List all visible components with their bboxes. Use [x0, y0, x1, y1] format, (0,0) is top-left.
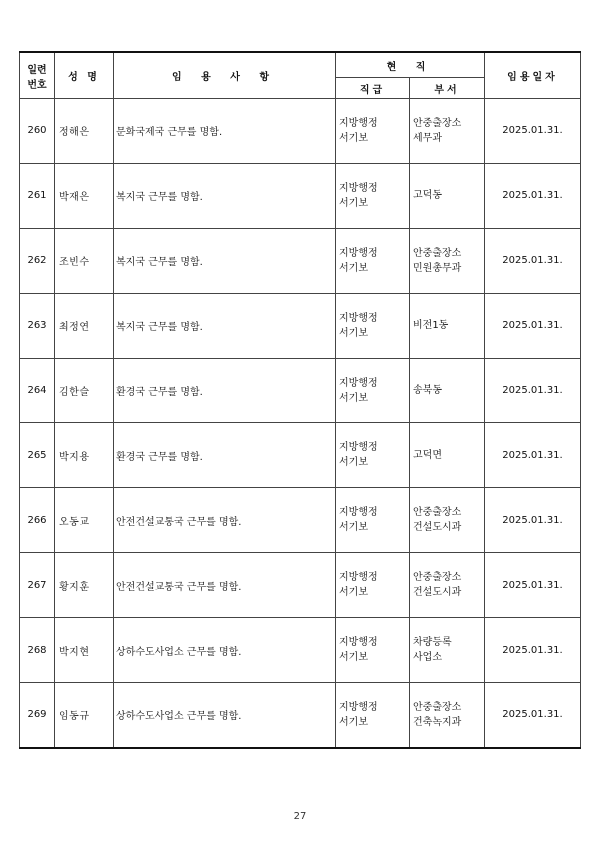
- employee-name-cell: 황지훈: [55, 553, 114, 618]
- grade-line: 서기보: [339, 587, 368, 599]
- appointment-date-cell: 2025.01.31.: [485, 358, 581, 423]
- department-line: 안중출장소: [413, 117, 462, 129]
- table-row: [20, 228, 581, 293]
- appointment-cell: 복지국 근무를 명함.: [114, 163, 336, 228]
- department-line: 비전1동: [413, 320, 449, 332]
- department-line: 고덕동: [413, 190, 442, 202]
- department-line: 세무과: [413, 132, 442, 144]
- department-cell: [410, 488, 485, 553]
- employee-name-cell: 박재은: [55, 163, 114, 228]
- department-line: 안중출장소: [413, 507, 462, 519]
- appointment-date-cell: 2025.01.31.: [485, 293, 581, 358]
- grade-cell: [336, 228, 410, 293]
- table-body: [20, 99, 581, 748]
- department-cell: [410, 423, 485, 488]
- appointment-cell: 상하수도사업소 근무를 명함.: [114, 683, 336, 748]
- department-line: 건축녹지과: [413, 716, 462, 728]
- department-cell: [410, 228, 485, 293]
- employee-name-cell: 박지현: [55, 618, 114, 683]
- grade-cell: [336, 553, 410, 618]
- department-line: 건설도시과: [413, 522, 462, 534]
- department-line: 차량등록: [413, 637, 452, 649]
- appointment-cell: 상하수도사업소 근무를 명함.: [114, 618, 336, 683]
- employee-name-cell: 최정연: [55, 293, 114, 358]
- grade-line: 지방행정: [339, 442, 378, 454]
- grade-line: 지방행정: [339, 507, 378, 519]
- header-serial-line2: 번호: [27, 79, 47, 91]
- header-grade: 직급: [336, 78, 410, 99]
- department-line: 안중출장소: [413, 701, 462, 713]
- grade-cell: [336, 488, 410, 553]
- table-row: [20, 358, 581, 423]
- table-row: [20, 99, 581, 164]
- table-row: [20, 488, 581, 553]
- appointment-date-cell: 2025.01.31.: [485, 488, 581, 553]
- grade-line: 지방행정: [339, 182, 378, 194]
- grade-line: 지방행정: [339, 117, 378, 129]
- table-row: [20, 618, 581, 683]
- header-appointment: 임 용 사 항: [114, 52, 336, 99]
- grade-line: 서기보: [339, 522, 368, 534]
- grade-line: 지방행정: [339, 701, 378, 713]
- appointment-table: [19, 51, 581, 749]
- appointment-date-cell: 2025.01.31.: [485, 553, 581, 618]
- table-row: [20, 553, 581, 618]
- department-line: 민원총무과: [413, 262, 462, 274]
- serial-number-cell: 263: [20, 293, 55, 358]
- serial-number-cell: 267: [20, 553, 55, 618]
- grade-line: 지방행정: [339, 572, 378, 584]
- appointment-date-cell: 2025.01.31.: [485, 228, 581, 293]
- grade-line: 서기보: [339, 132, 368, 144]
- employee-name-cell: 정해은: [55, 99, 114, 164]
- employee-name-cell: 박지용: [55, 423, 114, 488]
- appointment-cell: 안전건설교통국 근무를 명함.: [114, 488, 336, 553]
- employee-name-cell: 오동교: [55, 488, 114, 553]
- grade-line: 지방행정: [339, 637, 378, 649]
- header-date: 임용일자: [485, 52, 581, 99]
- serial-number-cell: 266: [20, 488, 55, 553]
- grade-cell: [336, 423, 410, 488]
- department-line: 사업소: [413, 652, 442, 664]
- appointment-date-cell: 2025.01.31.: [485, 683, 581, 748]
- grade-cell: [336, 358, 410, 423]
- table-row: [20, 683, 581, 748]
- serial-number-cell: 264: [20, 358, 55, 423]
- department-cell: [410, 163, 485, 228]
- grade-line: 지방행정: [339, 312, 378, 324]
- appointment-date-cell: 2025.01.31.: [485, 99, 581, 164]
- grade-line: 서기보: [339, 327, 368, 339]
- appointment-cell: 복지국 근무를 명함.: [114, 228, 336, 293]
- appointment-date-cell: 2025.01.31.: [485, 423, 581, 488]
- serial-number-cell: 262: [20, 228, 55, 293]
- grade-line: 서기보: [339, 652, 368, 664]
- department-line: 건설도시과: [413, 587, 462, 599]
- department-line: 고덕면: [413, 449, 442, 461]
- serial-number-cell: 260: [20, 99, 55, 164]
- serial-number-cell: 261: [20, 163, 55, 228]
- serial-number-cell: 269: [20, 683, 55, 748]
- page-number: 27: [293, 811, 307, 822]
- department-cell: [410, 553, 485, 618]
- department-line: 안중출장소: [413, 572, 462, 584]
- department-line: 안중출장소: [413, 247, 462, 259]
- table-row: [20, 163, 581, 228]
- grade-line: 서기보: [339, 716, 368, 728]
- appointment-cell: 안전건설교통국 근무를 명함.: [114, 553, 336, 618]
- grade-line: 서기보: [339, 392, 368, 404]
- header-current-position: 현 직: [336, 52, 485, 78]
- employee-name-cell: 조빈수: [55, 228, 114, 293]
- appointment-cell: 복지국 근무를 명함.: [114, 293, 336, 358]
- table-row: [20, 293, 581, 358]
- employee-name-cell: 김한슬: [55, 358, 114, 423]
- appointment-cell: 환경국 근무를 명함.: [114, 423, 336, 488]
- department-line: 송북동: [413, 385, 442, 396]
- grade-cell: [336, 163, 410, 228]
- department-cell: [410, 618, 485, 683]
- department-cell: [410, 358, 485, 423]
- appointment-cell: 문화국제국 근무를 명함.: [114, 99, 336, 164]
- serial-number-cell: 265: [20, 423, 55, 488]
- grade-line: 지방행정: [339, 247, 378, 259]
- department-cell: [410, 293, 485, 358]
- department-cell: [410, 99, 485, 164]
- header-name: 성 명: [55, 52, 114, 99]
- grade-cell: [336, 293, 410, 358]
- employee-name-cell: 임동규: [55, 683, 114, 748]
- header-serial: [20, 52, 55, 99]
- grade-line: 서기보: [339, 262, 368, 274]
- serial-number-cell: 268: [20, 618, 55, 683]
- appointment-cell: 환경국 근무를 명함.: [114, 358, 336, 423]
- table-row: [20, 423, 581, 488]
- grade-cell: [336, 99, 410, 164]
- department-cell: [410, 683, 485, 748]
- header-serial-line1: 일련: [27, 64, 47, 76]
- grade-cell: [336, 683, 410, 748]
- grade-line: 지방행정: [339, 377, 378, 389]
- grade-line: 서기보: [339, 457, 368, 469]
- appointment-date-cell: 2025.01.31.: [485, 163, 581, 228]
- grade-line: 서기보: [339, 197, 368, 209]
- header-dept: 부서: [410, 78, 485, 99]
- appointment-date-cell: 2025.01.31.: [485, 618, 581, 683]
- grade-cell: [336, 618, 410, 683]
